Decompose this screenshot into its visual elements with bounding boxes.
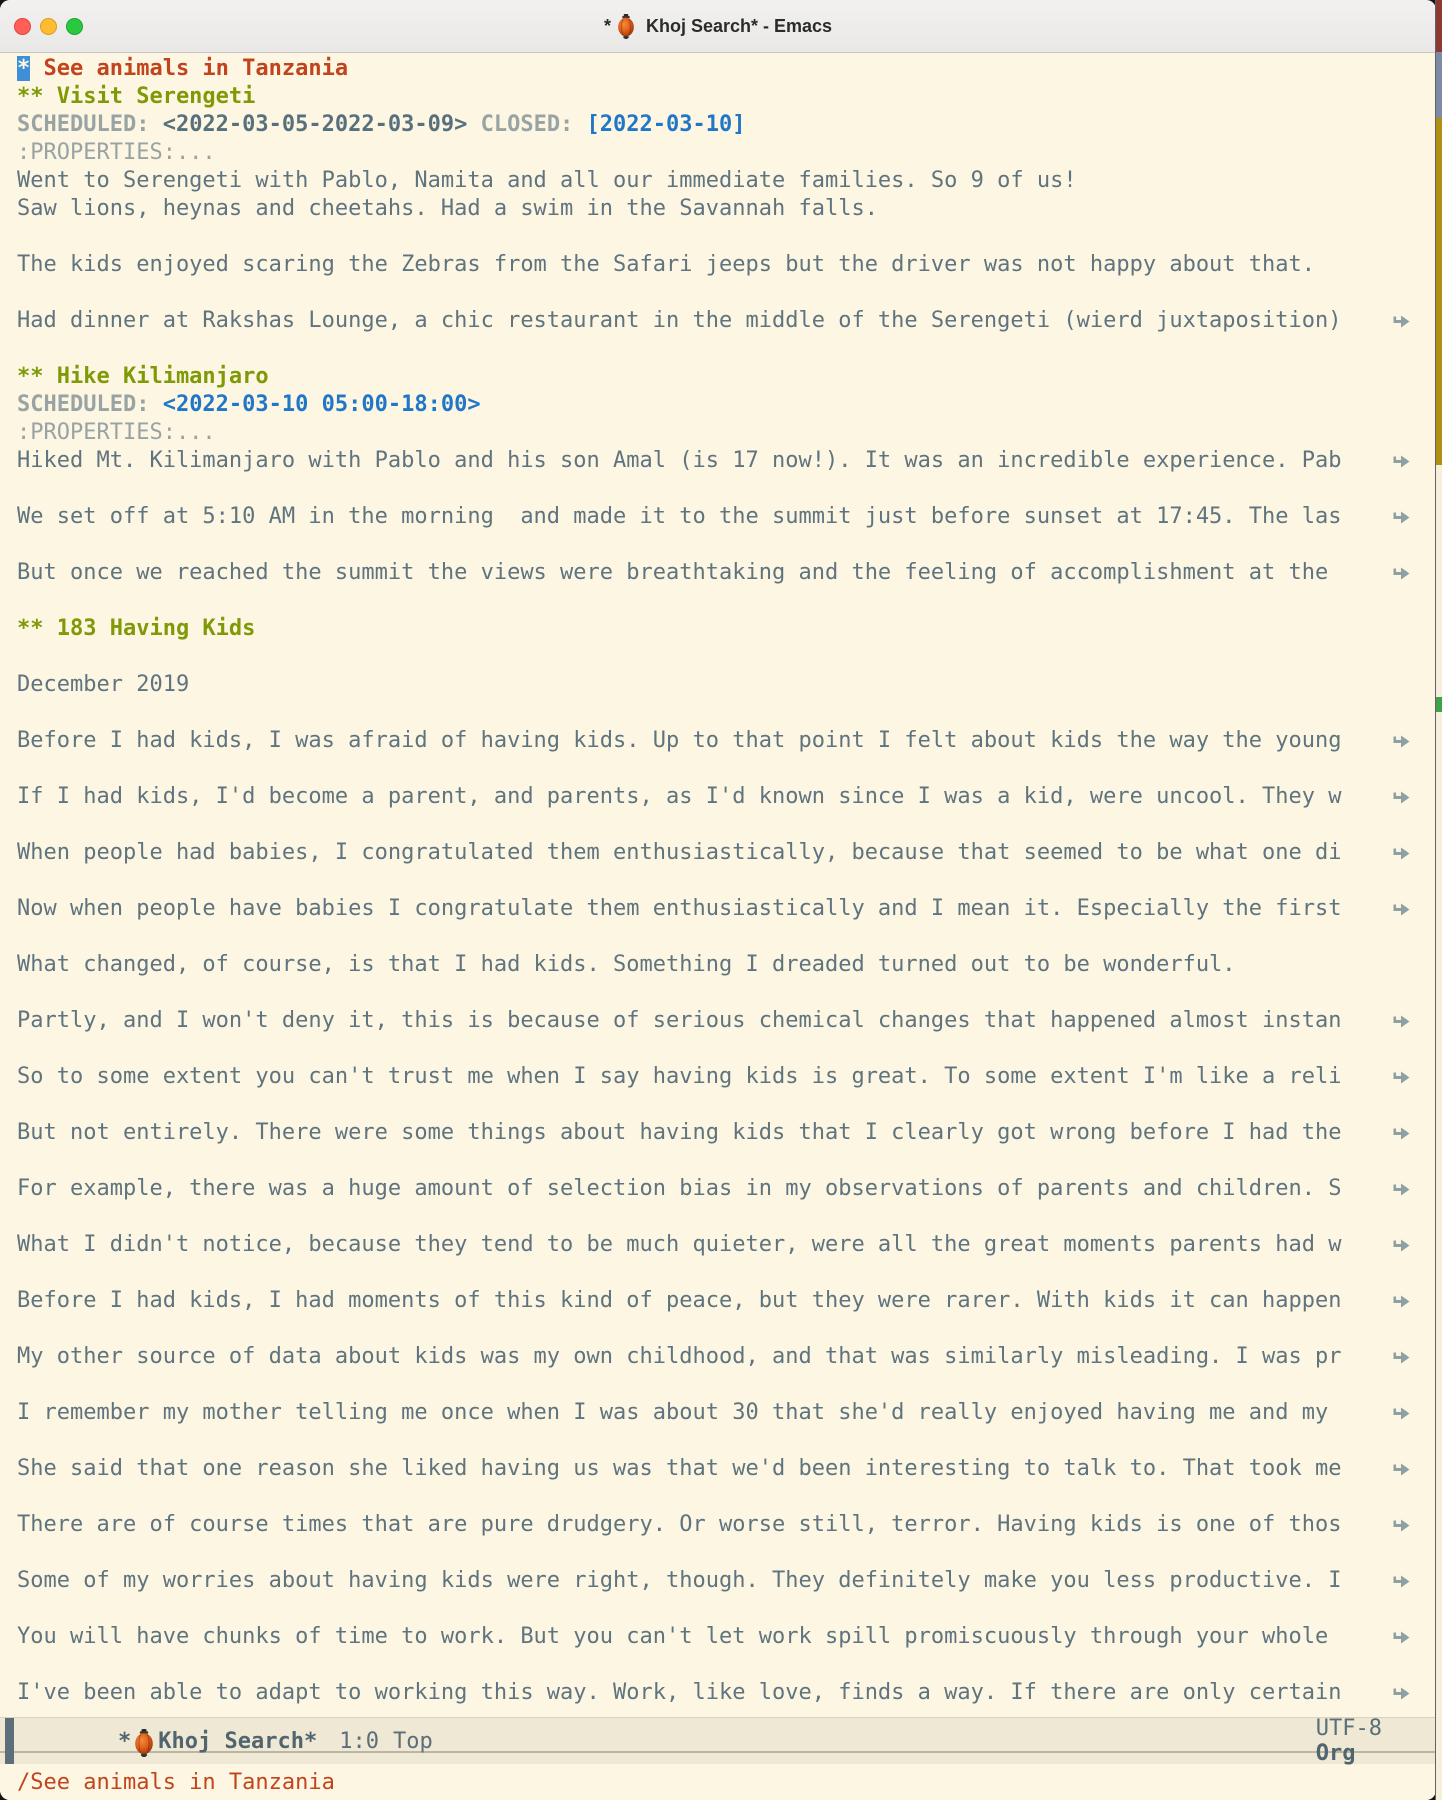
buffer-line: [17, 1567, 1436, 1595]
text-segment: So to some extent you can't trust me when I say having kids is great. To some extent I'm like a reli: [17, 1064, 1342, 1089]
truncation-arrow-icon: [1393, 1631, 1410, 1644]
text-segment: Some of my worries about having kids were right, though. They definitely make you less productive. I: [17, 1568, 1342, 1593]
text-segment: <2022-03-05-2022-03-09>: [149, 112, 468, 137]
buffer-line: [17, 867, 1436, 895]
sliver-segment: [1436, 697, 1442, 712]
sliver-segment: [1436, 52, 1442, 118]
buffer-line: [17, 447, 1436, 475]
buffer-line: [17, 1371, 1436, 1399]
buffer-line: [17, 671, 1436, 699]
buffer-line: [17, 727, 1436, 755]
text-segment: She said that one reason she liked having us was that we'd been interesting to talk to. That took me: [17, 1456, 1342, 1481]
text-segment: December 2019: [17, 672, 190, 697]
buffer-line: [17, 643, 1436, 671]
buffer-line: [17, 391, 1436, 419]
text-segment: I've been able to adapt to working this way. Work, like love, finds a way. If there are only certain: [17, 1680, 1342, 1705]
buffer-line: [17, 1651, 1436, 1679]
buffer-line: [17, 1287, 1436, 1315]
text-segment: But once we reached the summit the views were breathtaking and the feeling of accomplishment at the: [17, 560, 1342, 585]
truncation-arrow-icon: [1393, 511, 1410, 524]
titlebar[interactable]: [0, 0, 1436, 53]
text-segment: What changed, of course, is that I had kids. Something I dreaded turned out to be wonderful.: [17, 952, 1236, 977]
title-prefix: *: [603, 15, 611, 36]
text-segment: My other source of data about kids was my own childhood, and that was similarly misleading. I was pr: [17, 1344, 1342, 1369]
text-segment: I remember my mother telling me once when I was about 30 that she'd really enjoyed having me and my: [17, 1400, 1342, 1425]
buffer-line: [17, 1623, 1436, 1651]
buffer-line: [17, 923, 1436, 951]
buffer-line: [17, 111, 1436, 139]
buffer-line: [17, 531, 1436, 559]
zoom-button[interactable]: [66, 18, 83, 35]
modeline-left: [0, 1727, 433, 1755]
buffer-line: [17, 1091, 1436, 1119]
modeline-scroll-status: Top: [392, 1728, 433, 1754]
text-segment: Before I had kids, I had moments of this kind of peace, but they were rarer. With kids it can happen: [17, 1288, 1342, 1313]
text-segment: Went to Serengeti with Pablo, Namita and all our immediate families. So 9 of us!: [17, 168, 1077, 193]
modeline: [0, 1717, 1436, 1764]
minibuffer-search-text: /See animals in Tanzania: [17, 1769, 335, 1795]
title-text: Khoj Search* - Emacs: [640, 15, 833, 36]
modeline-position: 1:0: [339, 1728, 379, 1754]
buffer-line: [17, 1511, 1436, 1539]
buffer-line: [17, 895, 1436, 923]
buffer-line: [17, 1315, 1436, 1343]
truncation-arrow-icon: [1393, 791, 1410, 804]
buffer-line: [17, 363, 1436, 391]
buffer-line: [17, 419, 1436, 447]
modeline-major-mode[interactable]: Org: [1315, 1741, 1356, 1766]
truncation-arrow-icon: [1393, 847, 1410, 860]
text-segment: Now when people have babies I congratulate them enthusiastically and I mean it. Especially the first: [17, 896, 1342, 921]
buffer-line: [17, 1231, 1436, 1259]
text-segment: Saw lions, heynas and cheetahs. Had a swim in the Savannah falls.: [17, 196, 878, 221]
buffer-line: [17, 307, 1436, 335]
text-segment: SCHEDULED:: [17, 392, 150, 417]
minibuffer[interactable]: [0, 1764, 1436, 1800]
truncation-arrow-icon: [1393, 1407, 1410, 1420]
minimize-button[interactable]: [40, 18, 57, 35]
truncation-arrow-icon: [1393, 567, 1410, 580]
truncation-arrow-icon: [1393, 1463, 1410, 1476]
text-segment: CLOSED:: [467, 112, 574, 137]
truncation-arrow-icon: [1393, 1295, 1410, 1308]
modeline-encoding: UTF-8: [1315, 1716, 1382, 1741]
buffer-line: [17, 83, 1436, 111]
buffer-line: [17, 1035, 1436, 1063]
buffer-line: [17, 475, 1436, 503]
buffer-line: [17, 951, 1436, 979]
buffer-line: [17, 1063, 1436, 1091]
buffer-line: [17, 223, 1436, 251]
text-segment: <2022-03-10 05:00-18:00>: [149, 392, 481, 417]
text-segment: What I didn't notice, because they tend to be much quieter, were all the great moments parents had w: [17, 1232, 1342, 1257]
text-segment: There are of course times that are pure drudgery. Or worse still, terror. Having kids is one of thos: [17, 1512, 1342, 1537]
buffer-line: [17, 1147, 1436, 1175]
modeline-buffer-indicator: *: [118, 1728, 132, 1754]
buffer-line: [17, 811, 1436, 839]
modeline-right: [1236, 1691, 1436, 1791]
text-segment: Hiked Mt. Kilimanjaro with Pablo and his son Amal (is 17 now!). It was an incredible experience. Pab: [17, 448, 1342, 473]
text-segment: If I had kids, I'd become a parent, and parents, as I'd known since I was a kid, were uncool. They w: [17, 784, 1342, 809]
truncation-arrow-icon: [1393, 1071, 1410, 1084]
buffer-line: [17, 1203, 1436, 1231]
buffer-line: [17, 1399, 1436, 1427]
text-segment: :PROPERTIES:...: [17, 140, 216, 165]
sliver-segment: [1436, 118, 1442, 465]
buffer-line: [17, 1679, 1436, 1707]
lantern-icon: [617, 14, 635, 39]
truncation-arrow-icon: [1393, 1015, 1410, 1028]
text-segment: But not entirely. There were some things about having kids that I clearly got wrong before I had the: [17, 1120, 1342, 1145]
background-window-sliver: [1435, 0, 1442, 1800]
buffer-line: [17, 167, 1436, 195]
text-segment: Partly, and I won't deny it, this is because of serious chemical changes that happened almost instan: [17, 1008, 1342, 1033]
truncation-arrow-icon: [1393, 455, 1410, 468]
buffer-line: [17, 1259, 1436, 1287]
text-cursor: *: [17, 56, 31, 81]
truncation-arrow-icon: [1393, 315, 1410, 328]
text-segment: For example, there was a huge amount of selection bias in my observations of parents and children. S: [17, 1176, 1342, 1201]
buffer-line: [17, 615, 1436, 643]
text-segment: SCHEDULED:: [17, 112, 150, 137]
truncation-arrow-icon: [1393, 1575, 1410, 1588]
truncation-arrow-icon: [1393, 1351, 1410, 1364]
buffer-line: [17, 755, 1436, 783]
truncation-arrow-icon: [1393, 735, 1410, 748]
text-segment: Before I had kids, I was afraid of having kids. Up to that point I felt about kids the way the young: [17, 728, 1342, 753]
buffer-line: [17, 1175, 1436, 1203]
org-buffer[interactable]: [0, 53, 1436, 1717]
buffer-line: [17, 1427, 1436, 1455]
text-segment: Had dinner at Rakshas Lounge, a chic restaurant in the middle of the Serengeti (wierd juxtaposition): [17, 308, 1342, 333]
text-segment: You will have chunks of time to work. But you can't let work spill promiscuously through your whole: [17, 1624, 1342, 1649]
buffer-line: [17, 139, 1436, 167]
window-title: [604, 14, 832, 39]
buffer-line: [17, 279, 1436, 307]
buffer-line: [17, 335, 1436, 363]
buffer-line: [17, 839, 1436, 867]
truncation-arrow-icon: [1393, 1239, 1410, 1252]
buffer-line: [17, 979, 1436, 1007]
buffer-line: [17, 1455, 1436, 1483]
text-segment: [2022-03-10]: [573, 112, 746, 137]
text-segment: The kids enjoyed scaring the Zebras from the Safari jeeps but the driver was not happy about that.: [17, 252, 1316, 277]
text-segment: See animals in Tanzania: [30, 56, 349, 81]
buffer-line: [17, 1595, 1436, 1623]
buffer-line: [17, 783, 1436, 811]
sliver-segment: [1436, 0, 1442, 52]
buffer-line: [17, 587, 1436, 615]
traffic-lights: [14, 0, 83, 52]
truncation-arrow-icon: [1393, 1183, 1410, 1196]
buffer-line: [17, 1483, 1436, 1511]
truncation-arrow-icon: [1393, 903, 1410, 916]
text-segment: ** Visit Serengeti: [17, 84, 256, 109]
buffer-line: [17, 503, 1436, 531]
modeline-buffer-name: Khoj Search*: [158, 1728, 318, 1754]
buffer-line: [17, 195, 1436, 223]
lantern-icon: [134, 1729, 154, 1757]
truncation-arrow-icon: [1393, 1127, 1410, 1140]
buffer-line: [17, 1119, 1436, 1147]
text-segment: ** 183 Having Kids: [17, 616, 256, 641]
buffer-line: [17, 1007, 1436, 1035]
truncation-arrow-icon: [1393, 1519, 1410, 1532]
buffer-line: [17, 1539, 1436, 1567]
buffer-line: [17, 559, 1436, 587]
text-segment: We set off at 5:10 AM in the morning and made it to the summit just before sunset at 17:45. The las: [17, 504, 1342, 529]
text-segment: When people had babies, I congratulated them enthusiastically, because that seemed to be what one di: [17, 840, 1342, 865]
close-button[interactable]: [14, 18, 31, 35]
buffer-line: [17, 55, 1436, 83]
buffer-line: [17, 251, 1436, 279]
buffer-line: [17, 699, 1436, 727]
buffer-line: [17, 1343, 1436, 1371]
text-segment: ** Hike Kilimanjaro: [17, 364, 269, 389]
text-segment: :PROPERTIES:...: [17, 420, 216, 445]
